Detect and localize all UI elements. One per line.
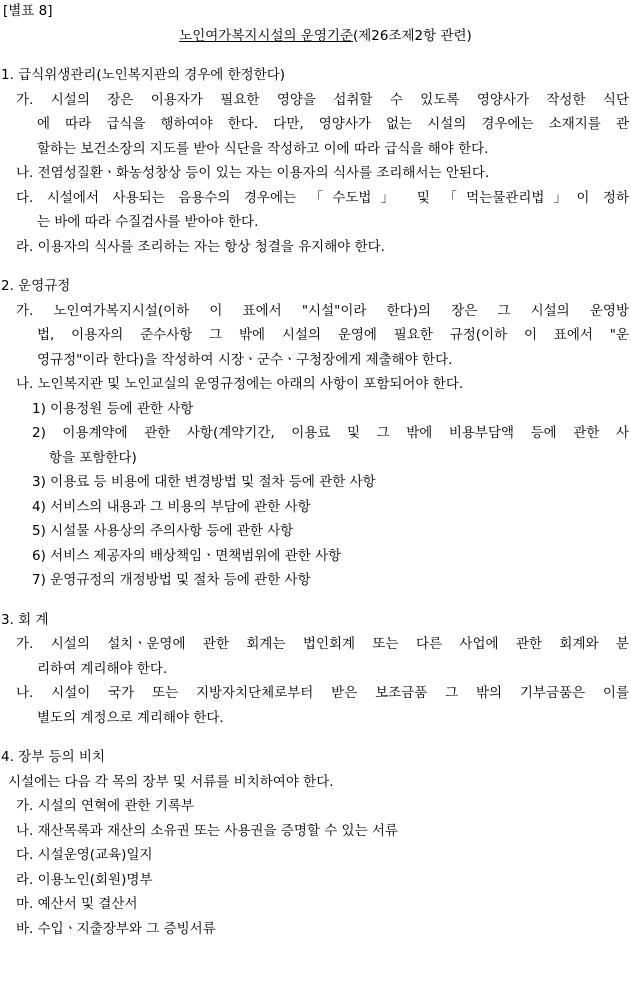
section-heading: 1. 급식위생관리(노인복지관의 경우에 한정한다) xyxy=(1,67,286,83)
section-line: 5) 시설물 사용상의 주의사항 등에 관한 사항 xyxy=(32,523,294,539)
section-line: 다. 시설운영(교육)일지 xyxy=(16,847,153,863)
section-line: 는 바에 따라 수질검사를 받아야 한다. xyxy=(37,214,259,230)
sections xyxy=(0,63,631,941)
section-line: 3) 이용료 등 비용에 대한 변경방법 및 절차 등에 관한 사항 xyxy=(32,474,376,490)
section-line: 나. 노인복지관 및 노인교실의 운영규정에는 아래의 사항이 포함되어야 한다. xyxy=(16,376,464,392)
section-heading: 2. 운영규정 xyxy=(1,278,71,294)
section-heading: 4. 장부 등의 비치 xyxy=(1,749,105,765)
section-line: 바. 수입ㆍ지출장부와 그 증빙서류 xyxy=(16,920,216,937)
section-line: 7) 운영규정의 개정방법 및 절차 등에 관한 사항 xyxy=(32,572,311,588)
spacer xyxy=(0,593,631,608)
section-line: 리하여 계리해야 한다. xyxy=(37,660,168,677)
section-line: 나. 전염성질환ㆍ화농성창상 등이 있는 자는 이용자의 식사를 조리해서는 안된다. xyxy=(16,165,490,181)
section-line: 시설에는 다음 각 목의 장부 및 서류를 비치하여야 한다. xyxy=(8,773,334,790)
section-line: 1) 이용정원 등에 관한 사항 xyxy=(32,400,194,417)
spacer xyxy=(0,259,631,274)
spacer xyxy=(0,48,631,63)
title-main: 노인여가복지시설의 운영기준 xyxy=(179,27,353,44)
section-line: 가. 시설의 연혁에 관한 기록부 xyxy=(16,798,194,814)
section-line: 마. 예산서 및 결산서 xyxy=(16,896,138,912)
section-line: 법, 이용자의 준수사항 그 밖에 시설의 운영에 필요한 규정(이하 이 표에서 "운 xyxy=(37,327,629,343)
section-line: 가. 시설의 장은 이용자가 필요한 영양을 섭취할 수 있도록 영양사가 작성한 식단 xyxy=(16,91,629,108)
section-line: 4) 서비스의 내용과 그 비용의 부담에 관한 사항 xyxy=(32,498,311,515)
section-line: 항을 포함한다) xyxy=(49,449,137,466)
section-line: 영규정"이라 한다)을 작성하여 시장ㆍ군수ㆍ구청장에게 제출해야 한다. xyxy=(37,351,453,368)
section-line: 다. 시설에서 사용되는 음용수의 경우에는 「수도법」 및 「먹는물관리법」이 정하 xyxy=(16,189,629,206)
section-line: 나. 시설이 국가 또는 지방자치단체로부터 받은 보조금품 그 밖의 기부금품은 이를 xyxy=(16,685,629,701)
attachment-label: [별표 8] xyxy=(3,3,53,19)
title-reference: (제26조제2항 관련) xyxy=(352,27,472,44)
section-line: 가. 노인여가복지시설(이하 이 표에서 "시설"이라 한다)의 장은 그 시설의 운영방 xyxy=(16,302,629,319)
section-line: 가. 시설의 설치ㆍ운영에 관한 회계는 법인회계 또는 다른 사업에 관한 회계와 분 xyxy=(16,636,629,652)
section-heading: 3. 회 계 xyxy=(1,611,49,628)
section-line: 라. 이용노인(회원)명부 xyxy=(16,871,153,888)
section-line: 할하는 보건소장의 지도를 받아 식단을 작성하고 이에 따라 급식을 해야 한다. xyxy=(37,140,489,157)
document-title xyxy=(0,24,631,49)
section-line: 6) 서비스 제공자의 배상책임ㆍ면책범위에 관한 사항 xyxy=(32,547,342,564)
section-line: 에 따라 급식을 행하여야 한다. 다만, 영양사가 없는 시설의 경우에는 소재지를 관 xyxy=(37,116,629,132)
section-line: 라. 이용자의 식사를 조리하는 자는 항상 청결을 유지해야 한다. xyxy=(16,238,385,255)
spacer xyxy=(0,730,631,745)
section-line: 별도의 계정으로 계리해야 한다. xyxy=(37,709,224,726)
section-line: 나. 재산목록과 재산의 소유권 또는 사용권을 증명할 수 있는 서류 xyxy=(16,822,398,839)
section-line: 2) 이용계약에 관한 사항(계약기간, 이용료 및 그 밖에 비용부담액 등에 관한 사 xyxy=(32,425,629,441)
